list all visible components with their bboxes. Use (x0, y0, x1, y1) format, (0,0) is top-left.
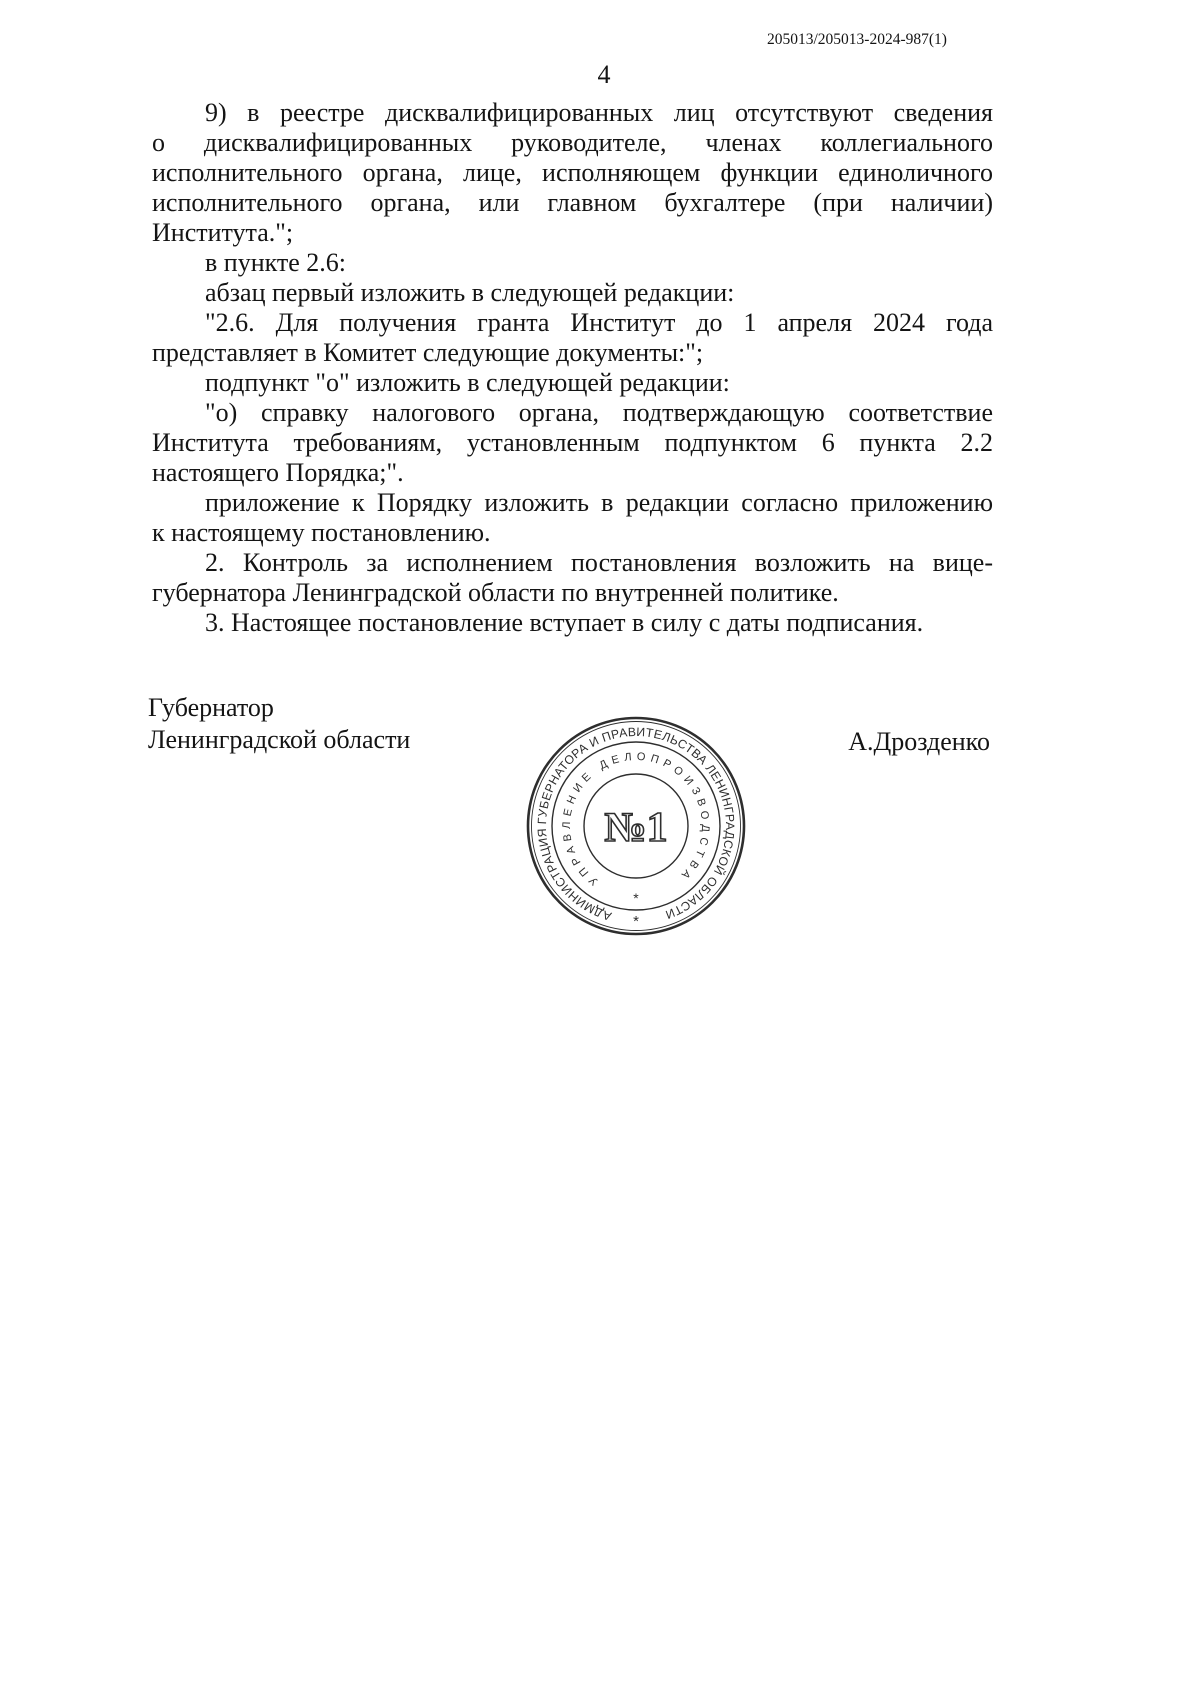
paragraph (152, 398, 993, 488)
text-line: абзац первый изложить в следующей редакции: (205, 278, 735, 307)
paragraph (152, 308, 993, 368)
paragraph (152, 608, 993, 638)
text-line: Института."; (152, 218, 294, 247)
paragraph (152, 248, 993, 278)
paragraph (152, 98, 993, 248)
paragraph (152, 548, 993, 608)
signatory-position (148, 692, 410, 756)
signatory-region: Ленинградской области (148, 725, 411, 754)
text-line: исполнительного органа, или главном бухгалтере (при наличии) (152, 188, 993, 217)
text-line: "о) справку налогового органа, подтверждающую соответствие (205, 398, 993, 427)
text-line: приложение к Порядку изложить в редакции согласно приложению (205, 488, 993, 517)
paragraph (152, 278, 993, 308)
stamp-inner-text-path: УПРАВЛЕНИЕ ДЕЛОПРОИЗВОДСТВА (560, 750, 712, 888)
official-stamp (518, 708, 754, 944)
text-line: представляет в Комитет следующие документы:"; (152, 338, 704, 367)
page-number: 4 (597, 60, 611, 89)
text-line: в пункте 2.6: (205, 248, 347, 277)
text-line: Института требованиям, установленным подпунктом 6 пункта 2.2 (152, 428, 993, 457)
signatory-name: А.Дрозденко (848, 727, 990, 756)
stamp-number: №1 (604, 805, 668, 851)
text-line: подпункт "о" изложить в следующей редакции: (205, 368, 730, 397)
star-icon: * (633, 890, 639, 906)
text-line: 3. Настоящее постановление вступает в силу с даты подписания. (205, 608, 924, 637)
text-line: 2. Контроль за исполнением постановления возложить на вице- (205, 548, 993, 577)
paragraph (152, 488, 993, 548)
text-line: 9) в реестре дисквалифицированных лиц отсутствуют сведения (205, 98, 993, 127)
text-line: "2.6. Для получения гранта Институт до 1 апреля 2024 года (205, 308, 993, 337)
text-line: губернатора Ленинградской области по внутренней политике. (152, 578, 839, 607)
document-body (152, 98, 993, 638)
stamp-outer-text-path: АДМИНИСТРАЦИЯ ГУБЕРНАТОРА И ПРАВИТЕЛЬСТВА ЛЕНИНГРАДСКОЙ ОБЛАСТИ (534, 724, 738, 924)
text-line: к настоящему постановлению. (152, 518, 491, 547)
signatory-title: Губернатор (148, 693, 274, 722)
text-line: настоящего Порядка;". (152, 458, 404, 487)
paragraph (152, 368, 993, 398)
star-icon: * (633, 913, 639, 930)
registration-number: 205013/205013-2024-987(1) (767, 31, 947, 48)
text-line: о дисквалифицированных руководителе, членах коллегиального (152, 128, 993, 157)
text-line: исполнительного органа, лице, исполняющем функции единоличного (152, 158, 993, 187)
